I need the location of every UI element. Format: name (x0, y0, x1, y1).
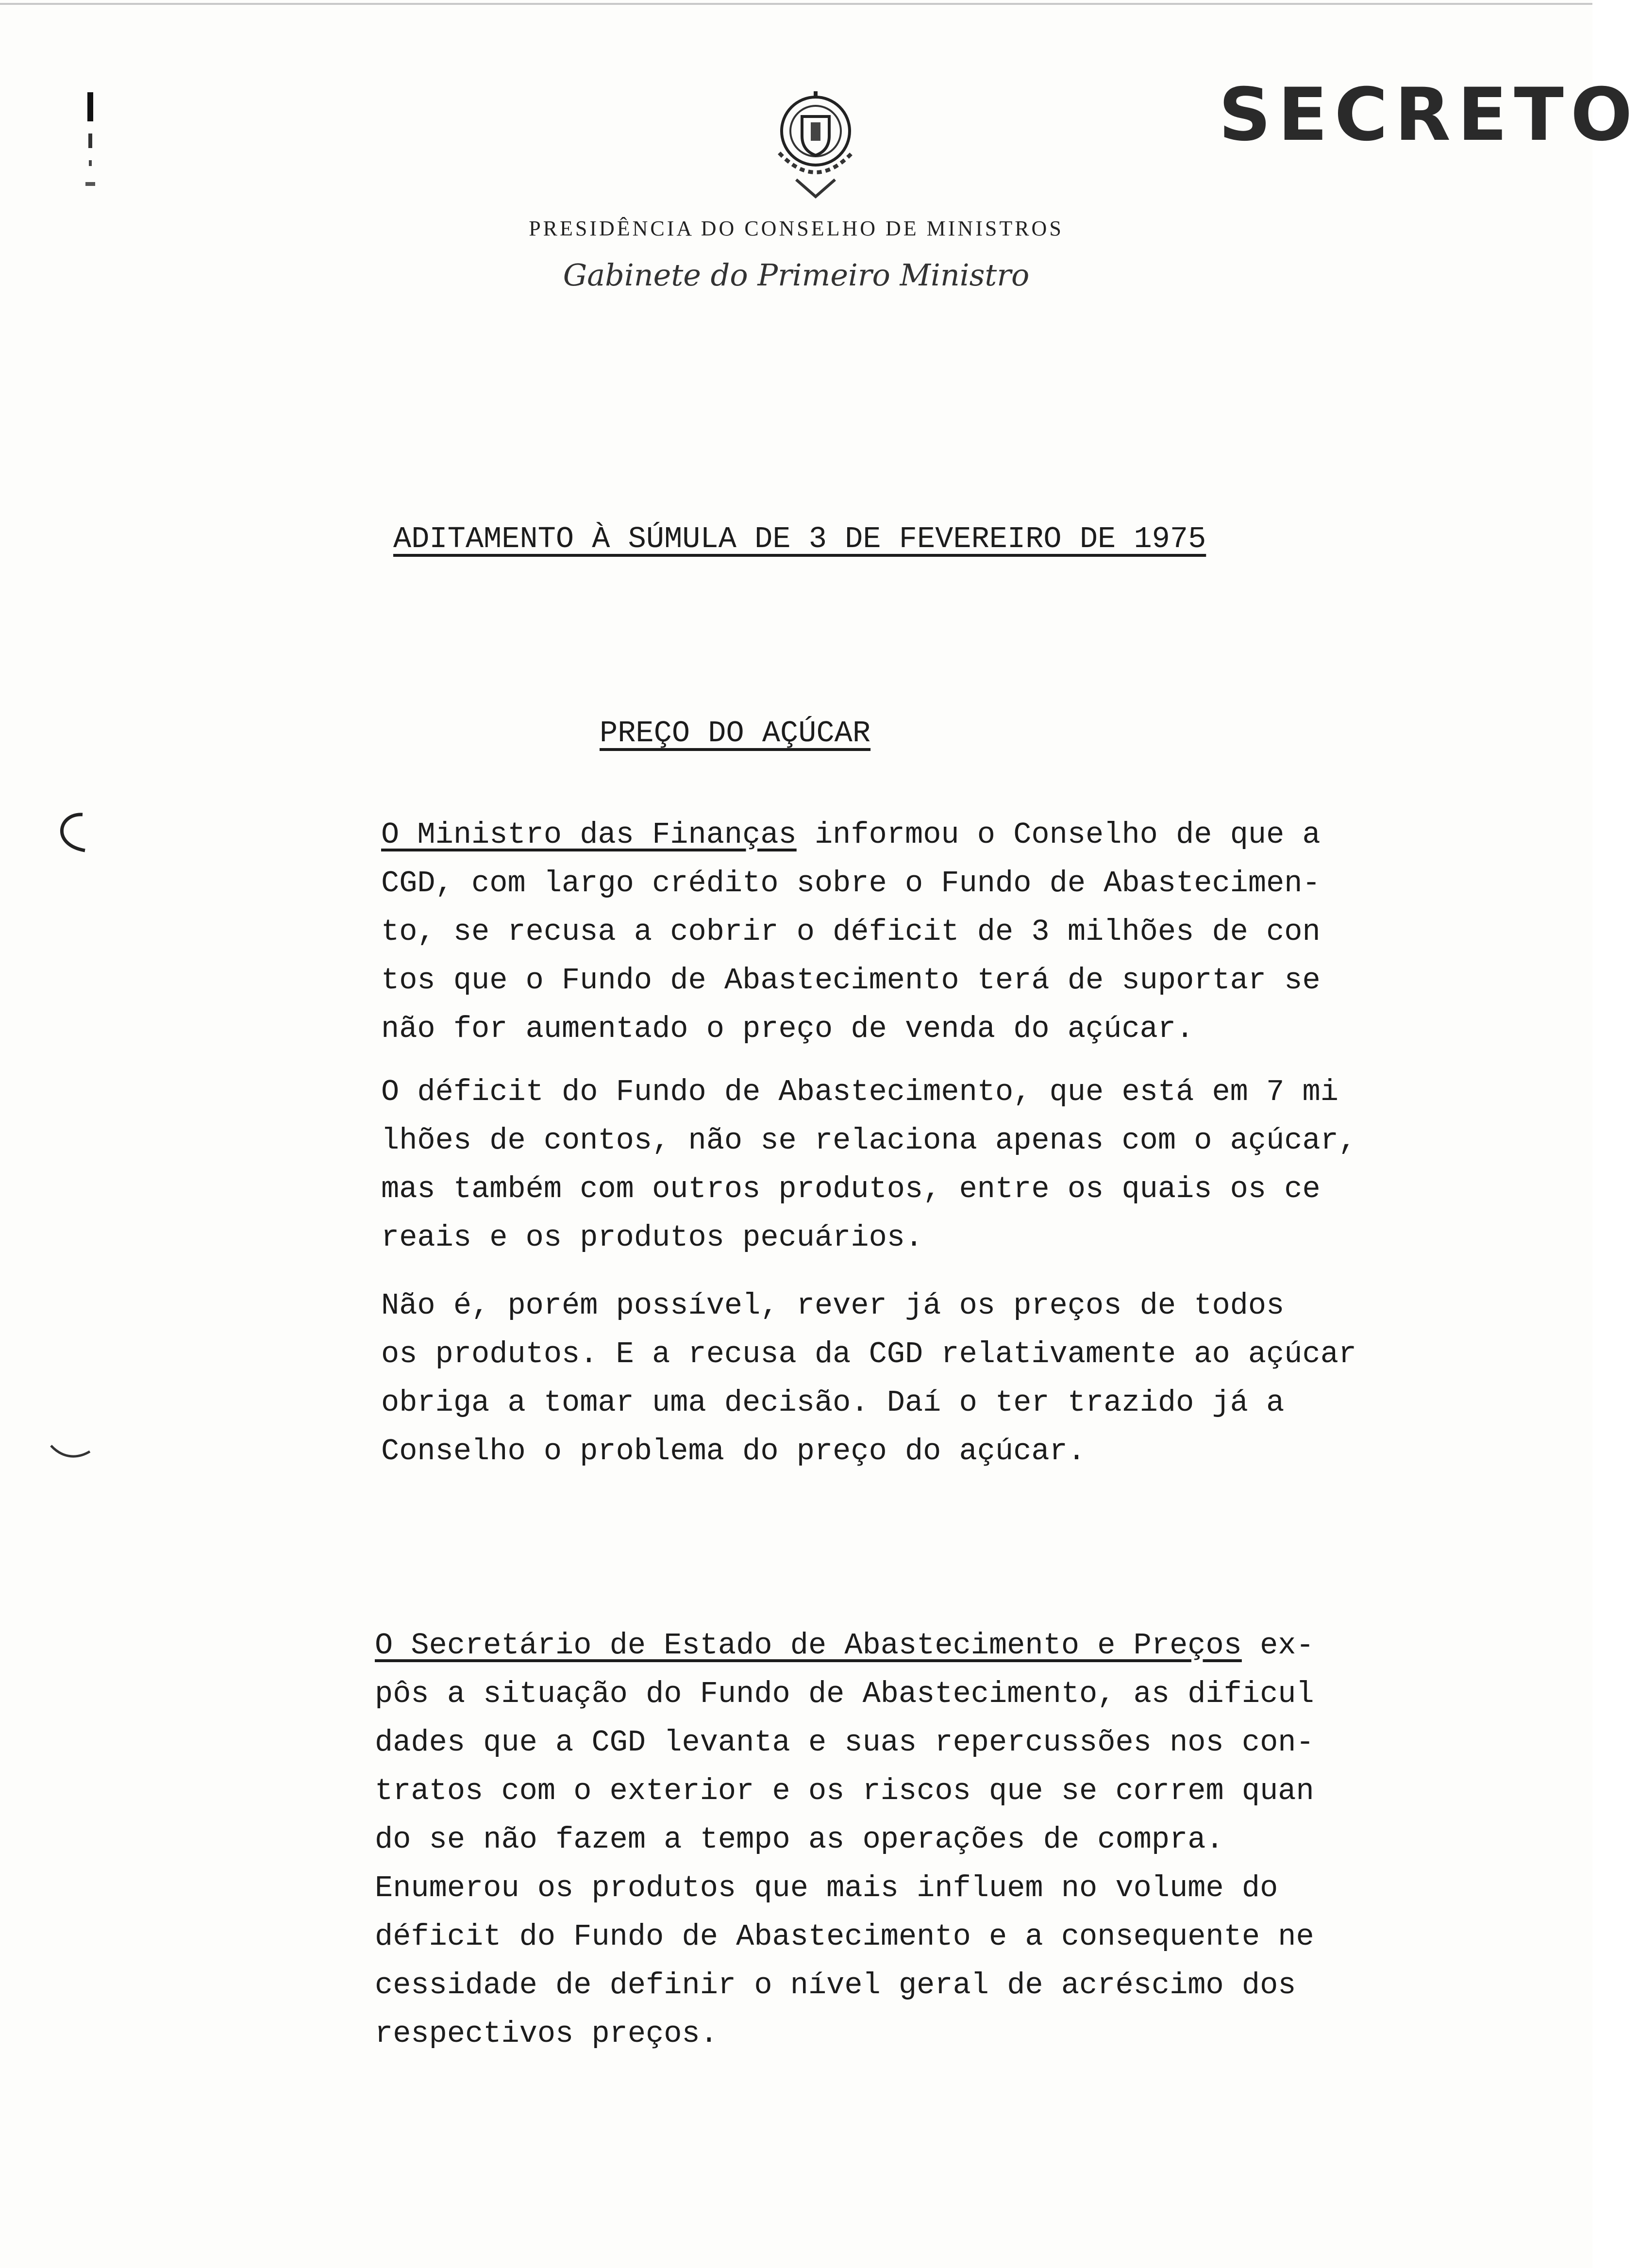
classification-stamp: SECRETO (1219, 73, 1639, 157)
paragraph-line: O Ministro das Finanças informou o Conselho de que a (381, 817, 1321, 852)
paragraph-line: tratos com o exterior e os riscos que se correm quan (375, 1774, 1314, 1808)
paragraph-line: CGD, com largo crédito sobre o Fundo de Abastecimen- (381, 866, 1321, 901)
paragraph-line: obriga a tomar uma decisão. Daí o ter trazido já a (381, 1385, 1285, 1420)
paragraph (381, 811, 1321, 1053)
paragraph-line: lhões de contos, não se relaciona apenas com o açúcar, (381, 1123, 1357, 1158)
paragraph-line: respectivos preços. (375, 2017, 718, 2051)
paragraph (381, 1282, 1356, 1476)
speaker-name: O Secretário de Estado de Abastecimento e Preços (375, 1628, 1242, 1663)
paragraph-line: dades que a CGD levanta e suas repercussões nos con- (375, 1725, 1314, 1760)
paragraph (381, 1068, 1356, 1262)
paragraph-line: cessidade de definir o nível geral de acréscimo dos (375, 1968, 1296, 2002)
paragraph-line: pôs a situação do Fundo de Abastecimento, as dificul (375, 1677, 1314, 1711)
paragraph-line: déficit do Fundo de Abastecimento e a consequente ne (375, 1919, 1314, 1954)
punch-hole-mark-icon (49, 811, 87, 854)
scan-edge-line (0, 3, 1592, 5)
institution-heading: PRESIDÊNCIA DO CONSELHO DE MINISTROS (529, 217, 1064, 240)
paragraph-line: reais e os produtos pecuários. (381, 1220, 923, 1255)
paragraph-line: Não é, porém possível, rever já os preços de todos (381, 1288, 1285, 1323)
section-title: PREÇO DO AÇÚCAR (600, 716, 871, 750)
paragraph-line: Conselho o problema do preço do açúcar. (381, 1434, 1086, 1468)
paragraph-line: os produtos. E a recusa da CGD relativamente ao açúcar (381, 1337, 1357, 1371)
coat-of-arms-seal-icon (757, 83, 874, 204)
office-subheading: Gabinete do Primeiro Ministro (563, 257, 1030, 293)
document-title: ADITAMENTO À SÚMULA DE 3 DE FEVEREIRO DE 1975 (393, 522, 1206, 556)
paragraph-line: to, se recusa a cobrir o déficit de 3 milhões de con (381, 915, 1321, 949)
paragraph-line: O Secretário de Estado de Abastecimento e Preços ex- (375, 1628, 1314, 1663)
paragraph-line: do se não fazem a tempo as operações de compra. (375, 1822, 1224, 1857)
paragraph-line: Enumerou os produtos que mais influem no volume do (375, 1871, 1278, 1905)
paragraph-line: tos que o Fundo de Abastecimento terá de suportar se (381, 963, 1321, 998)
paragraph-line: mas também com outros produtos, entre os quais os ce (381, 1172, 1321, 1206)
paragraph (375, 1621, 1314, 2058)
binding-mark-icon (83, 92, 97, 199)
paragraph-line: O déficit do Fundo de Abastecimento, que está em 7 mi (381, 1075, 1338, 1109)
paragraph-line: não for aumentado o preço de venda do açúcar. (381, 1012, 1194, 1046)
punch-hole-mark-icon (49, 1442, 92, 1461)
speaker-name: O Ministro das Finanças (381, 817, 797, 852)
